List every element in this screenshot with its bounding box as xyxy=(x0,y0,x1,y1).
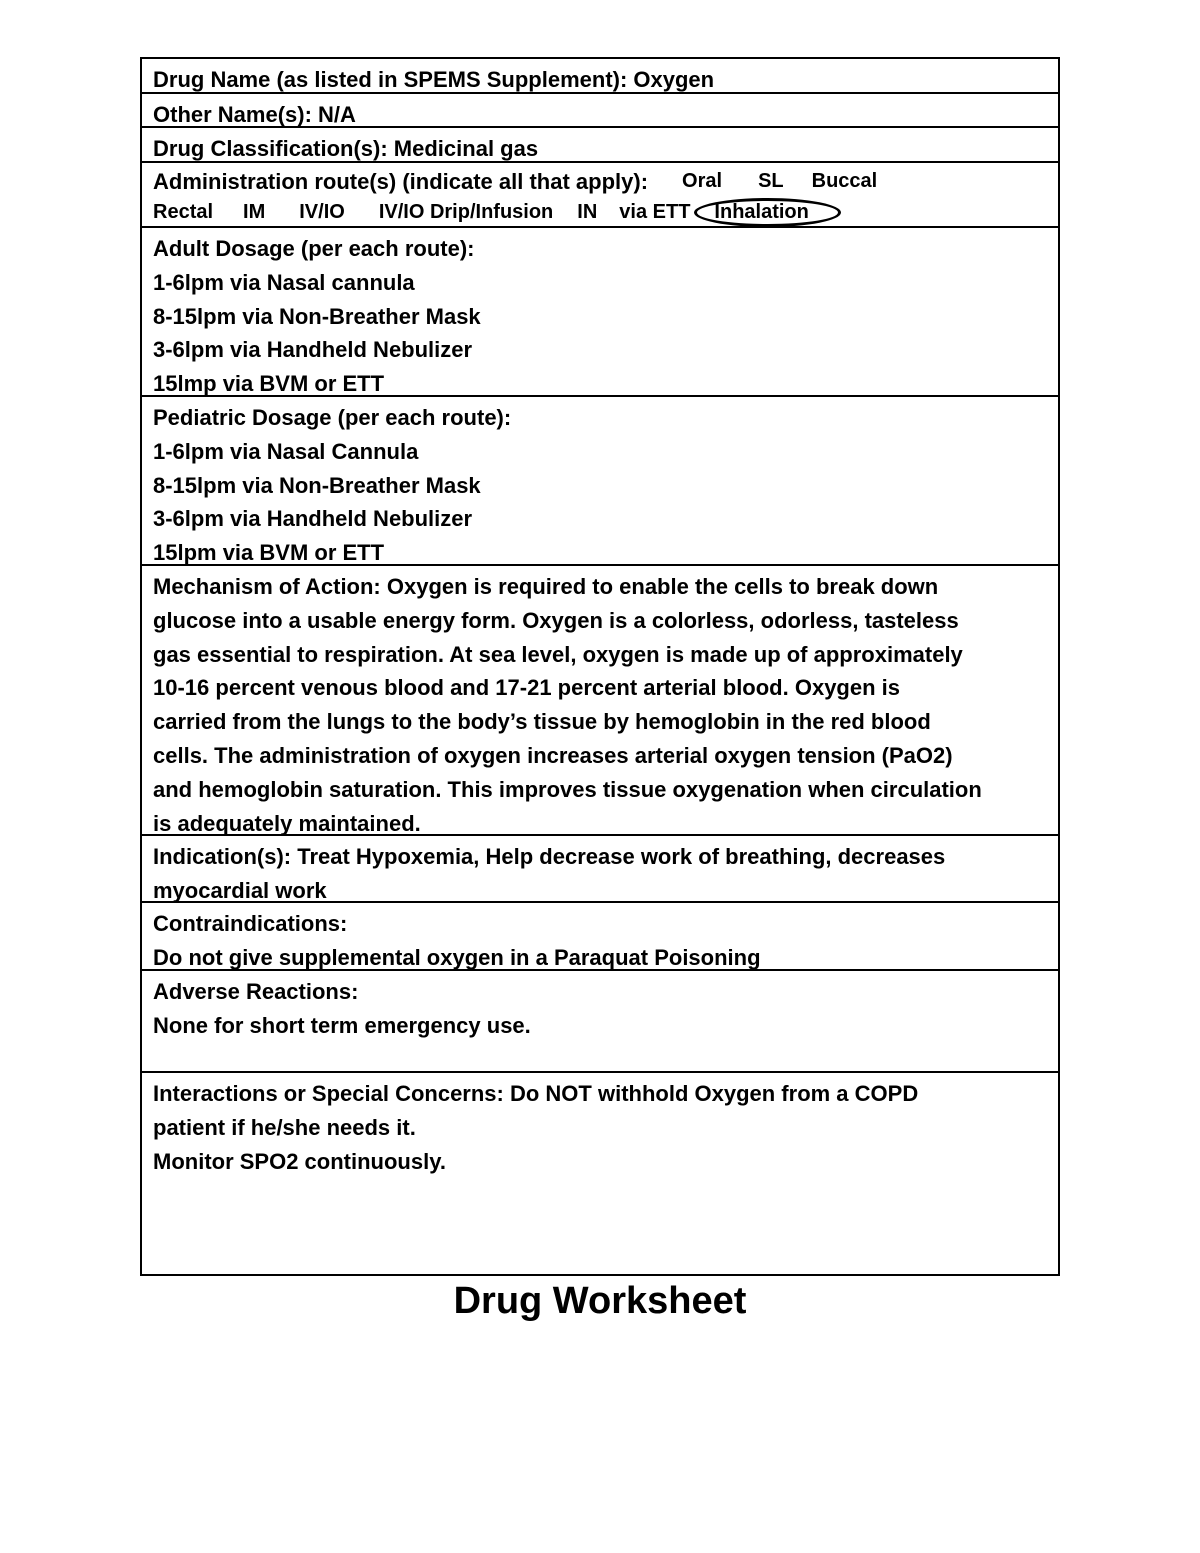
other-names-text: Other Name(s): N/A xyxy=(153,102,356,127)
adverse-reactions-row xyxy=(142,971,1058,1073)
mechanism-line: carried from the lungs to the body’s tissue by hemoglobin in the red blood xyxy=(153,709,931,735)
pediatric-dosage-line: 8-15lpm via Non-Breather Mask xyxy=(153,472,481,498)
adult-dosage-line: 3-6lpm via Handheld Nebulizer xyxy=(153,337,473,363)
indications-line: Indication(s): Treat Hypoxemia, Help decrease work of breathing, decreases xyxy=(153,844,946,869)
interactions-line: Interactions or Special Concerns: Do NOT withhold Oxygen from a COPD xyxy=(153,1081,919,1106)
route-option-in: IN xyxy=(577,201,598,223)
route-option-iv-io: IV/IO xyxy=(299,201,345,223)
routes-heading: Administration route(s) (indicate all that apply): xyxy=(153,169,649,194)
classification-row xyxy=(142,128,1058,163)
indications-line: myocardial work xyxy=(153,877,327,903)
contraindications-text: Do not give supplemental oxygen in a Paraquat Poisoning xyxy=(153,944,761,970)
pediatric-dosage-row xyxy=(142,397,1058,566)
route-option-iv-io-drip: IV/IO Drip/Infusion xyxy=(378,201,554,223)
adult-dosage-row xyxy=(142,228,1058,397)
mechanism-line: gas essential to respiration. At sea level, oxygen is made up of approximately xyxy=(153,641,963,667)
mechanism-line: Mechanism of Action: Oxygen is required to enable the cells to break down xyxy=(153,574,939,599)
route-option-rectal: Rectal xyxy=(153,201,214,223)
route-option-sl: SL xyxy=(758,170,784,192)
mechanism-line: glucose into a usable energy form. Oxygen is a colorless, odorless, tasteless xyxy=(153,607,959,633)
drug-name-text: Drug Name (as listed in SPEMS Supplement): Oxygen xyxy=(153,67,715,92)
route-option-inhalation-circled xyxy=(700,197,822,228)
interactions-line: Monitor SPO2 continuously. xyxy=(153,1148,446,1174)
contraindications-heading: Contraindications: xyxy=(153,911,348,936)
interactions-line: patient if he/she needs it. xyxy=(153,1114,416,1140)
mechanism-of-action-row xyxy=(142,566,1058,836)
drug-name-row xyxy=(142,59,1058,94)
route-option-buccal: Buccal xyxy=(811,170,878,192)
pediatric-dosage-line: 15lpm via BVM or ETT xyxy=(153,540,385,566)
page-title: Drug Worksheet xyxy=(453,1280,747,1322)
indications-row xyxy=(142,836,1058,903)
contraindications-row xyxy=(142,903,1058,971)
adult-dosage-heading: Adult Dosage (per each route): xyxy=(153,236,475,261)
pediatric-dosage-line: 3-6lpm via Handheld Nebulizer xyxy=(153,506,473,532)
administration-routes-row xyxy=(142,163,1058,228)
interactions-row xyxy=(142,1073,1058,1274)
classification-text: Drug Classification(s): Medicinal gas xyxy=(153,136,539,161)
routes-line-2 xyxy=(153,197,1048,228)
routes-line-1 xyxy=(153,166,1048,197)
adverse-reactions-text: None for short term emergency use. xyxy=(153,1012,531,1038)
adult-dosage-line: 8-15lpm via Non-Breather Mask xyxy=(153,303,481,329)
other-names-row xyxy=(142,94,1058,128)
mechanism-line: 10-16 percent venous blood and 17-21 percent arterial blood. Oxygen is xyxy=(153,675,901,701)
drug-worksheet-table xyxy=(140,57,1060,1276)
mechanism-line: and hemoglobin saturation. This improves tissue oxygenation when circulation xyxy=(153,776,982,802)
route-option-via-ett: via ETT xyxy=(619,201,691,223)
pediatric-dosage-line: 1-6lpm via Nasal Cannula xyxy=(153,438,419,464)
route-option-oral: Oral xyxy=(682,170,723,192)
mechanism-line: is adequately maintained. xyxy=(153,810,421,836)
pediatric-dosage-heading: Pediatric Dosage (per each route): xyxy=(153,405,512,430)
adult-dosage-line: 1-6lpm via Nasal cannula xyxy=(153,269,415,295)
adverse-reactions-heading: Adverse Reactions: xyxy=(153,979,359,1004)
mechanism-line: cells. The administration of oxygen increases arterial oxygen tension (PaO2) xyxy=(153,742,953,768)
route-option-im: IM xyxy=(243,201,266,223)
adult-dosage-line: 15lmp via BVM or ETT xyxy=(153,371,385,397)
route-option-inhalation: Inhalation xyxy=(714,201,809,223)
